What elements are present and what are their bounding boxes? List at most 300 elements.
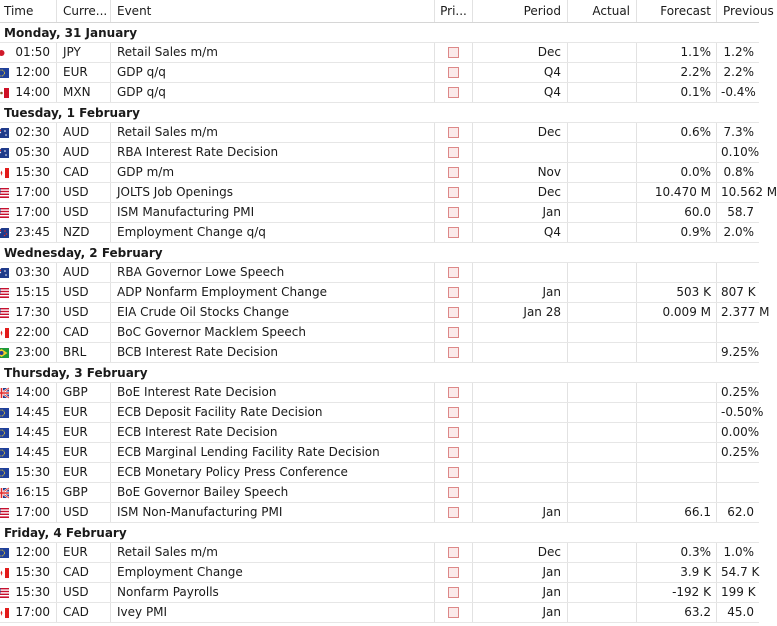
event-cell: EIA Crude Oil Stocks Change (111, 303, 435, 322)
previous-cell: -0.50% (721, 405, 764, 419)
forecast-cell: 10.470 M (637, 183, 717, 202)
time-value: 14:45 (15, 425, 50, 439)
event-cell: Employment Change (111, 563, 435, 582)
forecast-cell: 0.0% (637, 163, 717, 182)
priority-cell (435, 183, 473, 202)
forecast-cell: 0.3% (637, 543, 717, 562)
event-cell: ECB Deposit Facility Rate Decision (111, 403, 435, 422)
day-header: Friday, 4 February (0, 523, 759, 543)
time-cell (0, 583, 57, 602)
event-cell: Nonfarm Payrolls (111, 583, 435, 602)
time-cell (0, 403, 57, 422)
priority-cell (435, 343, 473, 362)
period-cell (473, 483, 568, 502)
forecast-cell: 0.009 M (637, 303, 717, 322)
event-row[interactable] (0, 123, 759, 143)
flag-us-icon (0, 208, 9, 218)
period-cell (473, 263, 568, 282)
event-row[interactable] (0, 343, 759, 363)
forecast-cell: 1.1% (637, 43, 717, 62)
event-row[interactable] (0, 263, 759, 283)
column-priority[interactable]: Pri... (435, 0, 473, 22)
actual-cell (568, 83, 637, 102)
previous-cell (717, 483, 759, 502)
time-value: 14:45 (15, 445, 50, 459)
flag-mx-icon (0, 88, 9, 98)
priority-cell (435, 383, 473, 402)
priority-icon (448, 307, 459, 318)
currency-cell: EUR (57, 403, 111, 422)
time-cell (0, 443, 57, 462)
event-row[interactable] (0, 463, 759, 483)
time-cell (0, 183, 57, 202)
time-value: 02:30 (15, 125, 50, 139)
currency-cell: USD (57, 583, 111, 602)
forecast-cell: 3.9 K (637, 563, 717, 582)
flag-jp-icon (0, 48, 9, 58)
period-cell (473, 323, 568, 342)
priority-cell (435, 303, 473, 322)
currency-cell: EUR (57, 63, 111, 82)
time-value: 12:00 (15, 65, 50, 79)
currency-cell: MXN (57, 83, 111, 102)
previous-cell: 10.562 M (721, 185, 777, 199)
currency-cell: USD (57, 503, 111, 522)
previous-cell: 807 K (721, 285, 756, 299)
priority-cell (435, 423, 473, 442)
forecast-cell: 0.1% (637, 83, 717, 102)
time-value: 17:30 (15, 305, 50, 319)
previous-cell: 45.0 (727, 605, 754, 619)
event-row[interactable] (0, 603, 759, 623)
day-header: Monday, 31 January (0, 23, 759, 43)
priority-icon (448, 507, 459, 518)
event-cell: ISM Manufacturing PMI (111, 203, 435, 222)
priority-icon (448, 87, 459, 98)
period-cell (473, 343, 568, 362)
time-value: 15:15 (15, 285, 50, 299)
period-cell: Jan (473, 603, 568, 622)
priority-icon (448, 547, 459, 558)
event-row[interactable] (0, 203, 759, 223)
time-cell (0, 43, 57, 62)
priority-icon (448, 227, 459, 238)
time-cell (0, 63, 57, 82)
event-cell: BoE Interest Rate Decision (111, 383, 435, 402)
column-actual[interactable]: Actual (568, 0, 637, 22)
time-value: 16:15 (15, 485, 50, 499)
time-cell (0, 223, 57, 242)
time-value: 01:50 (15, 45, 50, 59)
time-value: 05:30 (15, 145, 50, 159)
forecast-cell (637, 343, 717, 362)
event-row[interactable] (0, 223, 759, 243)
actual-cell (568, 543, 637, 562)
flag-au-icon (0, 128, 9, 138)
column-period[interactable]: Period (473, 0, 568, 22)
priority-icon (448, 287, 459, 298)
previous-cell: 9.25% (721, 345, 760, 359)
event-cell: RBA Governor Lowe Speech (111, 263, 435, 282)
day-header: Wednesday, 2 February (0, 243, 759, 263)
event-cell: Ivey PMI (111, 603, 435, 622)
flag-nz-icon (0, 228, 9, 238)
event-cell: RBA Interest Rate Decision (111, 143, 435, 162)
priority-icon (448, 567, 459, 578)
event-cell: GDP m/m (111, 163, 435, 182)
flag-ca-icon (0, 608, 9, 618)
actual-cell (568, 423, 637, 442)
flag-br-icon (0, 348, 9, 358)
period-cell (473, 443, 568, 462)
priority-cell (435, 283, 473, 302)
forecast-cell (637, 403, 717, 422)
actual-cell (568, 123, 637, 142)
column-time[interactable]: Time (0, 0, 57, 22)
period-cell: Nov (473, 163, 568, 182)
calendar-header (0, 0, 774, 23)
forecast-cell: 0.6% (637, 123, 717, 142)
forecast-cell: 66.1 (637, 503, 717, 522)
priority-icon (448, 387, 459, 398)
actual-cell (568, 603, 637, 622)
priority-icon (448, 487, 459, 498)
event-row[interactable] (0, 143, 759, 163)
priority-cell (435, 583, 473, 602)
currency-cell: USD (57, 203, 111, 222)
period-cell: Q4 (473, 83, 568, 102)
event-row[interactable] (0, 183, 777, 203)
priority-icon (448, 347, 459, 358)
event-row[interactable] (0, 563, 759, 583)
priority-cell (435, 323, 473, 342)
forecast-cell: 0.9% (637, 223, 717, 242)
currency-cell: CAD (57, 563, 111, 582)
actual-cell (568, 463, 637, 482)
previous-cell: 0.00% (721, 425, 760, 439)
period-cell: Dec (473, 183, 568, 202)
priority-icon (448, 127, 459, 138)
time-value: 03:30 (15, 265, 50, 279)
event-cell: Retail Sales m/m (111, 43, 435, 62)
flag-gb-icon (0, 488, 9, 498)
event-cell: JOLTS Job Openings (111, 183, 435, 202)
period-cell: Q4 (473, 223, 568, 242)
time-value: 17:00 (15, 505, 50, 519)
actual-cell (568, 323, 637, 342)
previous-cell: 0.10% (721, 145, 760, 159)
event-cell: ECB Interest Rate Decision (111, 423, 435, 442)
priority-cell (435, 403, 473, 422)
priority-cell (435, 143, 473, 162)
priority-cell (435, 603, 473, 622)
currency-cell: GBP (57, 383, 111, 402)
column-forecast[interactable]: Forecast (637, 0, 717, 22)
actual-cell (568, 63, 637, 82)
event-row[interactable] (0, 483, 759, 503)
flag-ca-icon (0, 328, 9, 338)
flag-eu-icon (0, 448, 9, 458)
actual-cell (568, 303, 637, 322)
time-cell (0, 123, 57, 142)
flag-us-icon (0, 508, 9, 518)
day-header: Tuesday, 1 February (0, 103, 759, 123)
event-cell: GDP q/q (111, 83, 435, 102)
forecast-cell (637, 483, 717, 502)
event-row[interactable] (0, 83, 759, 103)
event-row[interactable] (0, 403, 764, 423)
previous-cell: 2.377 M (721, 305, 770, 319)
actual-cell (568, 203, 637, 222)
flag-us-icon (0, 588, 9, 598)
event-row[interactable] (0, 283, 759, 303)
actual-cell (568, 43, 637, 62)
currency-cell: JPY (57, 43, 111, 62)
actual-cell (568, 503, 637, 522)
time-cell (0, 483, 57, 502)
currency-cell: AUD (57, 143, 111, 162)
time-cell (0, 263, 57, 282)
forecast-cell (637, 423, 717, 442)
priority-cell (435, 63, 473, 82)
column-event[interactable]: Event (111, 0, 435, 22)
previous-cell: 54.7 K (721, 565, 760, 579)
period-cell (473, 423, 568, 442)
time-value: 23:45 (15, 225, 50, 239)
forecast-cell (637, 263, 717, 282)
priority-icon (448, 407, 459, 418)
currency-cell: EUR (57, 543, 111, 562)
period-cell (473, 143, 568, 162)
time-cell (0, 323, 57, 342)
event-row[interactable] (0, 543, 759, 563)
period-cell: Dec (473, 123, 568, 142)
flag-ca-icon (0, 168, 9, 178)
flag-eu-icon (0, 468, 9, 478)
time-value: 15:30 (15, 465, 50, 479)
flag-us-icon (0, 188, 9, 198)
previous-cell: 0.25% (721, 445, 760, 459)
priority-cell (435, 163, 473, 182)
period-cell: Jan (473, 563, 568, 582)
previous-cell: 0.8% (723, 165, 754, 179)
forecast-cell (637, 323, 717, 342)
previous-cell: 2.2% (723, 65, 754, 79)
event-cell: Retail Sales m/m (111, 123, 435, 142)
time-cell (0, 463, 57, 482)
priority-icon (448, 267, 459, 278)
priority-icon (448, 207, 459, 218)
event-cell: ECB Monetary Policy Press Conference (111, 463, 435, 482)
event-cell: GDP q/q (111, 63, 435, 82)
time-cell (0, 383, 57, 402)
time-value: 14:00 (15, 385, 50, 399)
event-row[interactable] (0, 383, 759, 403)
period-cell: Jan 28 (473, 303, 568, 322)
actual-cell (568, 443, 637, 462)
currency-cell: BRL (57, 343, 111, 362)
currency-cell: GBP (57, 483, 111, 502)
previous-cell: -0.4% (721, 85, 756, 99)
priority-icon (448, 587, 459, 598)
actual-cell (568, 263, 637, 282)
time-cell (0, 543, 57, 562)
time-cell (0, 283, 57, 302)
column-previous[interactable]: Previous (723, 4, 774, 18)
previous-cell (717, 463, 759, 482)
flag-us-icon (0, 308, 9, 318)
time-value: 17:00 (15, 605, 50, 619)
currency-cell: NZD (57, 223, 111, 242)
previous-cell (717, 323, 759, 342)
currency-cell: USD (57, 183, 111, 202)
actual-cell (568, 403, 637, 422)
flag-eu-icon (0, 428, 9, 438)
forecast-cell: 60.0 (637, 203, 717, 222)
event-row[interactable] (0, 443, 759, 463)
time-cell (0, 143, 57, 162)
time-cell (0, 563, 57, 582)
actual-cell (568, 563, 637, 582)
time-value: 14:45 (15, 405, 50, 419)
flag-eu-icon (0, 408, 9, 418)
period-cell (473, 383, 568, 402)
period-cell: Jan (473, 503, 568, 522)
day-header: Thursday, 3 February (0, 363, 759, 383)
priority-icon (448, 327, 459, 338)
priority-cell (435, 83, 473, 102)
previous-cell: 0.25% (721, 385, 760, 399)
currency-cell: USD (57, 303, 111, 322)
previous-cell: 1.0% (723, 545, 754, 559)
event-cell: ECB Marginal Lending Facility Rate Decision (111, 443, 435, 462)
event-cell: BCB Interest Rate Decision (111, 343, 435, 362)
period-cell: Q4 (473, 63, 568, 82)
event-row[interactable] (0, 583, 759, 603)
period-cell (473, 463, 568, 482)
time-value: 15:30 (15, 565, 50, 579)
priority-cell (435, 443, 473, 462)
flag-eu-icon (0, 548, 9, 558)
flag-gb-icon (0, 388, 9, 398)
currency-cell: AUD (57, 263, 111, 282)
forecast-cell: 63.2 (637, 603, 717, 622)
period-cell: Dec (473, 43, 568, 62)
event-row[interactable] (0, 43, 759, 63)
previous-cell: 7.3% (723, 125, 754, 139)
event-cell: ISM Non-Manufacturing PMI (111, 503, 435, 522)
priority-cell (435, 263, 473, 282)
currency-cell: AUD (57, 123, 111, 142)
period-cell: Dec (473, 543, 568, 562)
currency-cell: CAD (57, 603, 111, 622)
time-value: 15:30 (15, 165, 50, 179)
time-value: 22:00 (15, 325, 50, 339)
priority-cell (435, 563, 473, 582)
forecast-cell (637, 383, 717, 402)
priority-cell (435, 483, 473, 502)
period-cell: Jan (473, 203, 568, 222)
time-cell (0, 603, 57, 622)
previous-cell (717, 263, 759, 282)
event-cell: Employment Change q/q (111, 223, 435, 242)
actual-cell (568, 583, 637, 602)
actual-cell (568, 383, 637, 402)
priority-icon (448, 187, 459, 198)
priority-icon (448, 427, 459, 438)
priority-icon (448, 47, 459, 58)
time-value: 15:30 (15, 585, 50, 599)
previous-cell: 199 K (721, 585, 756, 599)
time-value: 12:00 (15, 545, 50, 559)
event-row[interactable] (0, 303, 770, 323)
currency-cell: EUR (57, 443, 111, 462)
time-value: 17:00 (15, 185, 50, 199)
priority-cell (435, 123, 473, 142)
time-cell (0, 303, 57, 322)
priority-icon (448, 447, 459, 458)
time-cell (0, 203, 57, 222)
period-cell (473, 403, 568, 422)
flag-eu-icon (0, 68, 9, 78)
currency-cell: CAD (57, 323, 111, 342)
currency-cell: CAD (57, 163, 111, 182)
priority-icon (448, 67, 459, 78)
event-row[interactable] (0, 503, 759, 523)
event-cell: BoE Governor Bailey Speech (111, 483, 435, 502)
priority-cell (435, 43, 473, 62)
time-value: 14:00 (15, 85, 50, 99)
flag-au-icon (0, 268, 9, 278)
period-cell: Jan (473, 583, 568, 602)
actual-cell (568, 143, 637, 162)
priority-cell (435, 223, 473, 242)
event-row[interactable] (0, 323, 759, 343)
actual-cell (568, 223, 637, 242)
actual-cell (568, 483, 637, 502)
currency-cell: USD (57, 283, 111, 302)
forecast-cell (637, 443, 717, 462)
actual-cell (568, 183, 637, 202)
time-cell (0, 163, 57, 182)
previous-cell: 58.7 (727, 205, 754, 219)
event-row[interactable] (0, 423, 759, 443)
previous-cell: 1.2% (723, 45, 754, 59)
forecast-cell (637, 143, 717, 162)
calendar-body (0, 23, 777, 623)
event-row[interactable] (0, 63, 759, 83)
period-cell: Jan (473, 283, 568, 302)
event-cell: Retail Sales m/m (111, 543, 435, 562)
priority-icon (448, 607, 459, 618)
actual-cell (568, 283, 637, 302)
actual-cell (568, 163, 637, 182)
event-cell: BoC Governor Macklem Speech (111, 323, 435, 342)
time-cell (0, 423, 57, 442)
priority-cell (435, 543, 473, 562)
forecast-cell: 503 K (637, 283, 717, 302)
event-row[interactable] (0, 163, 759, 183)
forecast-cell: -192 K (637, 583, 717, 602)
previous-cell: 62.0 (727, 505, 754, 519)
forecast-cell: 2.2% (637, 63, 717, 82)
column-currency[interactable]: Curre... (57, 0, 111, 22)
flag-us-icon (0, 288, 9, 298)
currency-cell: EUR (57, 423, 111, 442)
flag-ca-icon (0, 568, 9, 578)
flag-au-icon (0, 148, 9, 158)
priority-icon (448, 147, 459, 158)
